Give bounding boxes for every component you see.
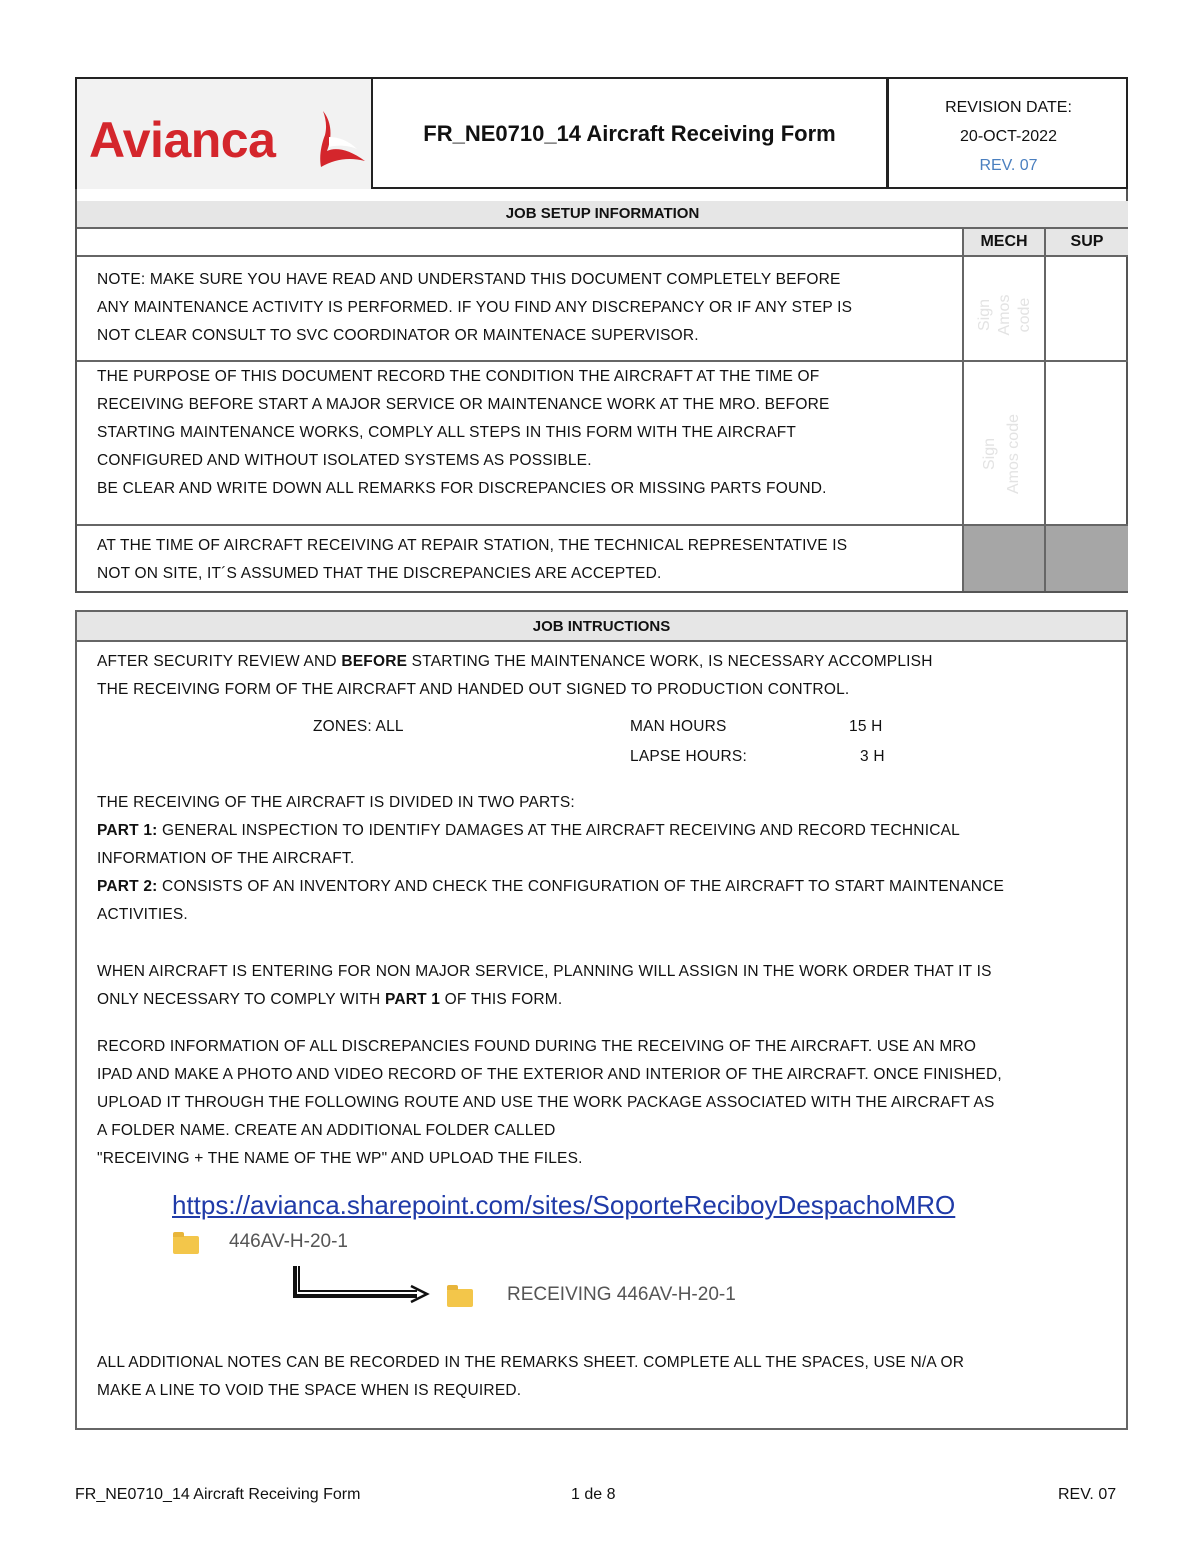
revision-date: 20-OCT-2022 xyxy=(960,128,1057,145)
avianca-logo: Avianca xyxy=(89,112,276,168)
arrow-icon xyxy=(291,1264,431,1304)
mech-sign-placeholder[interactable]: Sign Amos code xyxy=(976,294,1033,336)
col-mech: MECH xyxy=(964,229,1044,255)
job-setup-section xyxy=(75,189,1128,593)
non-major-text: WHEN AIRCRAFT IS ENTERING FOR NON MAJOR SERVICE, PLANNING WILL ASSIGN IN THE WORK ORDER THAT IT IS ONLY NECESSARY TO COMPLY WITH PART 1 OF THIS FORM. xyxy=(97,963,992,1008)
mech-disabled-cell xyxy=(964,526,1044,591)
divider xyxy=(77,640,1126,642)
form-header xyxy=(75,77,1128,189)
note-text xyxy=(97,266,957,350)
lapse-hours-label: LAPSE HOURS: xyxy=(630,748,747,765)
man-hours-value: 15 H xyxy=(849,718,883,735)
note-line: ANY MAINTENANCE ACTIVITY IS PERFORMED. IF YOU FIND ANY DISCREPANCY OR IF ANY STEP IS xyxy=(97,299,853,316)
parts-text: THE RECEIVING OF THE AIRCRAFT IS DIVIDED IN TWO PARTS: PART 1: GENERAL INSPECTION TO IDENTIFY DAMAGES AT THE AIRCRAFT RECEIVING AND RECORD TECHNICAL INFORMATION OF THE AIRCRAFT. PART 2: CONSISTS OF AN INVENTORY AND CHECK THE CONFIGURATION OF THE AIRCRAFT TO START MAINTENANCE ACTIVITIES. xyxy=(97,794,1005,923)
acceptance-text: AT THE TIME OF AIRCRAFT RECEIVING AT REPAIR STATION, THE TECHNICAL REPRESENTATIVE IS NOT ON SITE, IT´S ASSUMED THAT THE DISCREPANCIES ARE ACCEPTED. xyxy=(97,537,848,582)
sup-disabled-cell xyxy=(1046,526,1128,591)
revision-label: REVISION DATE: xyxy=(945,99,1072,116)
form-title: FR_NE0710_14 Aircraft Receiving Form xyxy=(373,79,889,189)
revision-block xyxy=(889,79,1128,189)
footer-page: 1 de 8 xyxy=(571,1486,616,1503)
logo-cell xyxy=(77,79,373,189)
man-hours-label: MAN HOURS xyxy=(630,718,727,735)
folder-name[interactable]: RECEIVING 446AV-H-20-1 xyxy=(507,1284,736,1305)
mech-sign-placeholder[interactable]: Sign Amos code xyxy=(981,413,1022,495)
footer-rev: REV. 07 xyxy=(1058,1486,1117,1503)
divider xyxy=(77,360,1128,362)
col-sup: SUP xyxy=(1046,229,1128,255)
lapse-hours-value: 3 H xyxy=(860,748,885,765)
intro-text: AFTER SECURITY REVIEW AND BEFORE STARTING THE MAINTENANCE WORK, IS NECESSARY ACCOMPLISH THE RECEIVING FORM OF THE AIRCRAFT AND HANDED OUT SIGNED TO PRODUCTION CONTROL. xyxy=(97,653,933,698)
folder-icon xyxy=(447,1289,473,1307)
additional-notes-text: ALL ADDITIONAL NOTES CAN BE RECORDED IN THE REMARKS SHEET. COMPLETE ALL THE SPACES, USE N/A OR MAKE A LINE TO VOID THE SPACE WHEN IS REQUIRED. xyxy=(97,1354,965,1399)
job-instructions-heading: JOB INTRUCTIONS xyxy=(77,612,1126,640)
job-setup-heading: JOB SETUP INFORMATION xyxy=(77,201,1128,227)
folder-name[interactable]: 446AV-H-20-1 xyxy=(229,1231,348,1252)
revision-number: REV. 07 xyxy=(979,157,1038,174)
job-instructions-section xyxy=(75,610,1128,1430)
purpose-text: THE PURPOSE OF THIS DOCUMENT RECORD THE CONDITION THE AIRCRAFT AT THE TIME OF RECEIVING BEFORE START A MAJOR SERVICE OR MAINTENANCE WORK AT THE MRO. BEFORE STARTING MAINTENANCE WORKS, COMPLY ALL STEPS IN THIS FORM WITH THE AIRCRAFT CONFIGURED AND WITHOUT ISOLATED SYSTEMS AS POSSIBLE. BE CLEAR AND WRITE DOWN ALL REMARKS FOR DISCREPANCIES OR MISSING PARTS FOUND. xyxy=(97,368,830,497)
zones-text: ZONES: ALL xyxy=(313,718,404,735)
note-line: NOT CLEAR CONSULT TO SVC COORDINATOR OR MAINTENACE SUPERVISOR. xyxy=(97,327,699,344)
note-line: NOTE: MAKE SURE YOU HAVE READ AND UNDERSTAND THIS DOCUMENT COMPLETELY BEFORE xyxy=(97,271,841,288)
record-text: RECORD INFORMATION OF ALL DISCREPANCIES FOUND DURING THE RECEIVING OF THE AIRCRAFT. USE AN MRO IPAD AND MAKE A PHOTO AND VIDEO RECORD OF THE EXTERIOR AND INTERIOR OF THE AIRCRAFT. ONCE FINISHED, UPLOAD IT THROUGH THE FOLLOWING ROUTE AND USE THE WORK PACKAGE ASSOCIATED WITH THE AIRCRAFT AS A FOLDER NAME. CREATE AN ADDITIONAL FOLDER CALLED "RECEIVING + THE NAME OF THE WP" AND UPLOAD THE FILES. xyxy=(97,1038,1002,1167)
divider xyxy=(77,255,1128,257)
avianca-bird-icon xyxy=(309,107,369,171)
sharepoint-link[interactable]: https://avianca.sharepoint.com/sites/SoporteReciboyDespachoMRO xyxy=(172,1190,956,1220)
footer-title: FR_NE0710_14 Aircraft Receiving Form xyxy=(75,1486,361,1503)
folder-icon xyxy=(173,1236,199,1254)
